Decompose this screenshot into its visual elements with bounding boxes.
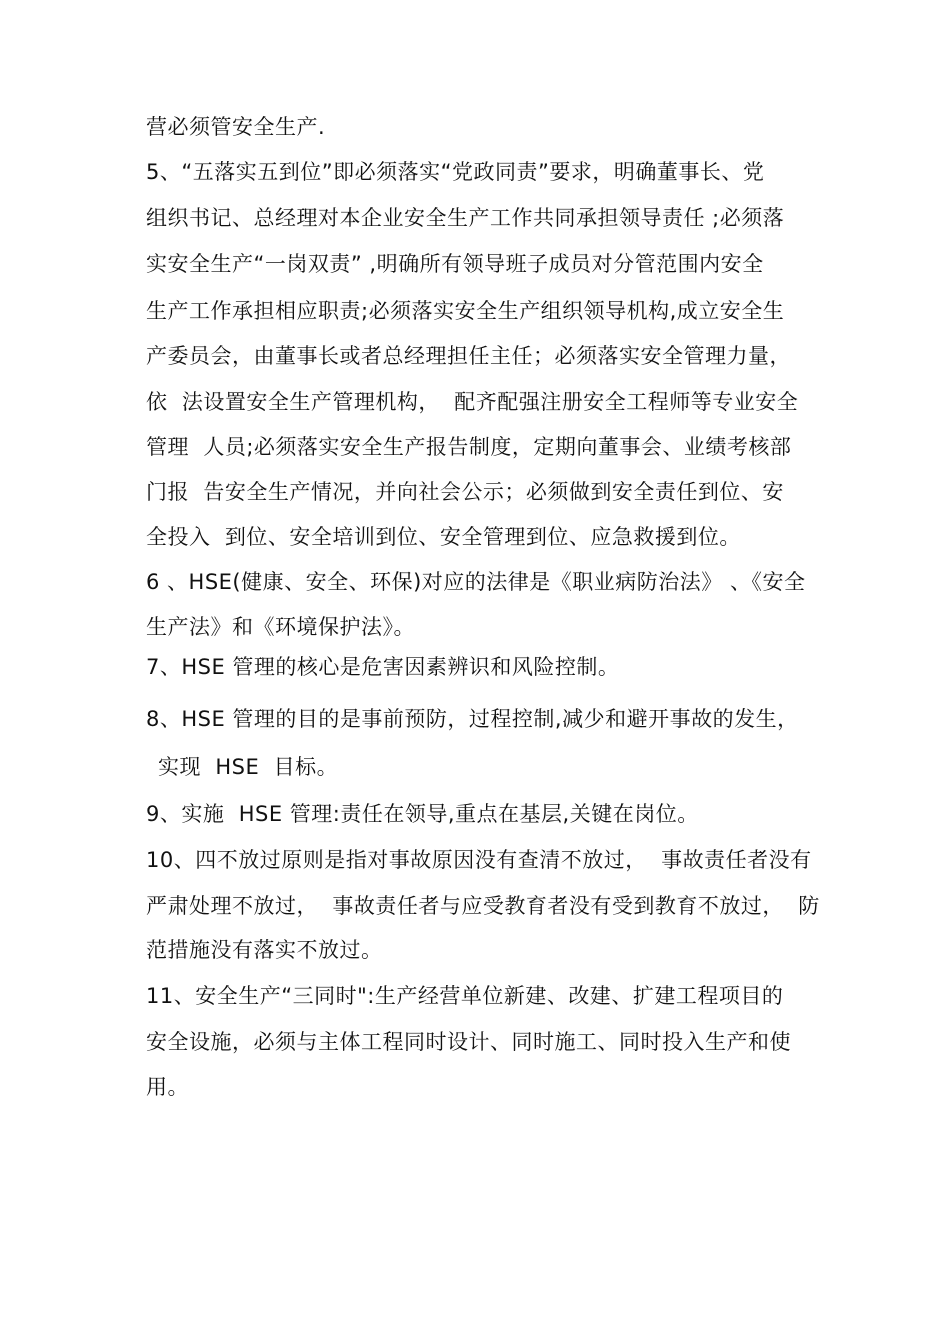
text-line-21: 安全设施，必须与主体工程同时设计、同时施工、同时投入生产和使 xyxy=(146,1030,791,1054)
text-line-12: 生产法》和《环境保护法》。 xyxy=(146,615,415,639)
text-line-3: 组织书记、总经理对本企业安全生产工作共同承担领导责任 ;必须落 xyxy=(146,206,785,230)
text-line-9: 门报 告安全生产情况，并向社会公示；必须做到安全责任到位、安 xyxy=(146,480,784,504)
text-line-20: 11、安全生产“三同时":生产经营单位新建、改建、扩建工程项目的 xyxy=(146,984,784,1008)
text-line-16: 9、实施 HSE 管理:责任在领导,重点在基层,关键在岗位。 xyxy=(146,802,699,826)
text-line-14: 8、HSE 管理的目的是事前预防，过程控制,减少和避开事故的发生， xyxy=(146,707,799,731)
text-line-13: 7、HSE 管理的核心是危害因素辨识和风险控制。 xyxy=(146,655,620,679)
text-line-5: 生产工作承担相应职责;必须落实安全生产组织领导机构,成立安全生 xyxy=(146,299,785,323)
text-line-4: 实安全生产“一岗双责” ,明确所有领导班子成员对分管范围内安全 xyxy=(146,252,764,276)
text-line-2: 5、“五落实五到位”即必须落实“党政同责”要求，明确董事长、党 xyxy=(146,160,765,184)
text-line-7: 依 法设置安全生产管理机构， 配齐配强注册安全工程师等专业安全 xyxy=(146,390,799,414)
text-line-11: 6 、HSE(健康、安全、环保)对应的法律是《职业病防治法》 、《安全 xyxy=(146,570,806,594)
text-line-10: 全投入 到位、安全培训到位、安全管理到位、应急救援到位。 xyxy=(146,525,741,549)
text-line-1: 营必须管安全生产. xyxy=(146,115,326,139)
text-line-17: 10、四不放过原则是指对事故原因没有查清不放过， 事故责任者没有 xyxy=(146,848,812,872)
text-line-8: 管理 人员;必须落实安全生产报告制度，定期向董事会、业绩考核部 xyxy=(146,435,792,459)
text-line-15: 实现 HSE 目标。 xyxy=(158,755,339,779)
text-line-18: 严肃处理不放过， 事故责任者与应受教育者没有受到教育不放过， 防 xyxy=(146,894,820,918)
text-line-6: 产委员会，由董事长或者总经理担任主任；必须落实安全管理力量， xyxy=(146,344,791,368)
text-line-19: 范措施没有落实不放过。 xyxy=(146,938,383,962)
text-line-22: 用。 xyxy=(146,1075,189,1099)
